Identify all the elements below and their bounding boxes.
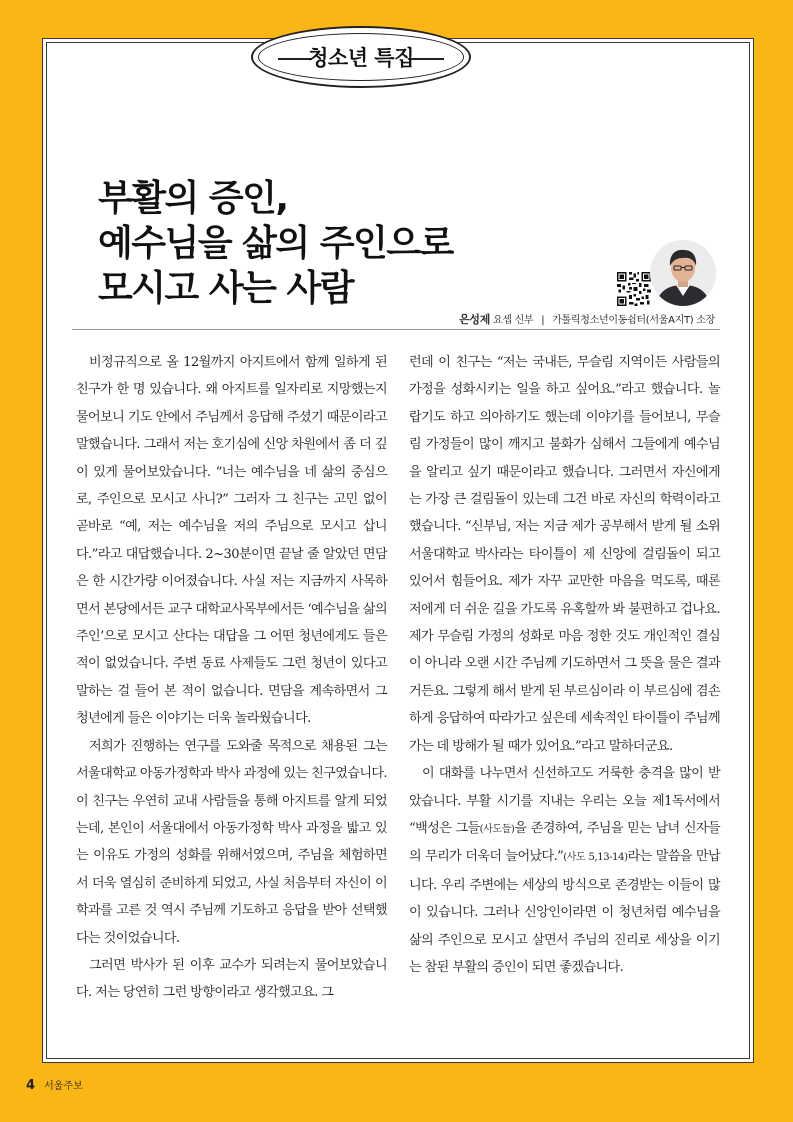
citation-apostles: (사도들) [479, 823, 515, 835]
paragraph-1: 비정규직으로 올 12월까지 아지트에서 함께 일하게 된 친구가 한 명 있습니다. 왜 아지트를 일자리로 지망했는지 물어보니 기도 안에서 주님께서 응답해 주셨기 때문이라고 말했습니다. 그래서 저는 호기심에 신앙 차원에서 좀 더 깊이 있게 물어보았습니다. “너는 예수님을 네 삶의 중심으로, 주인으로 모시고 사니?” 그러자 그 친구는 고민 없이 곧바로 “예, 저는 예수님을 저의 주님으로 모시고 삽니다.”라고 대답했습니다. 2~30분이면 끝날 줄 알았던 면담은 한 시간가량 이어졌습니다. 사실 저는 지금까지 사목하면서 본당에서든 교구 대학교사목부에서든 ‘예수님을 삶의 주인’으로 모시고 산다는 대답을 그 어떤 청년에게도 들은 적이 없었습니다. 주변 동료 사제들도 그런 청년이 있다고 말하는 걸 들어 본 적이 없습니다. 면담을 계속하면서 그 청년에게 들은 이야기는 더욱 놀라웠습니다. [76, 355, 387, 727]
title-line-3: 모시고 사는 사람 [98, 268, 353, 309]
section-tag-label: 청소년 특집 [308, 46, 414, 70]
byline-separator: | [541, 315, 545, 326]
article-column-right [409, 349, 720, 981]
paragraph-3: 그러면 박사가 된 이후 교수가 되려는지 물어보았습니다. 저는 당연히 그런 방향이라고 생각했고요. 그 [76, 957, 387, 1001]
section-tag [251, 26, 471, 88]
paragraph-4-part-a: 이 대화를 나누면서 신선하고도 거룩한 충격을 많이 받았습니다. 부활 시기를 지내는 우리는 오늘 제1독서에서 “백성은 그들 [409, 766, 720, 836]
page-number: 4 [26, 1078, 36, 1093]
paragraph-3-continued: 런데 이 친구는 “저는 국내든, 무슬림 지역이든 사람들의 가정을 성화시키는 일을 하고 싶어요.”라고 했습니다. 놀랍기도 하고 의아하기도 했는데 이야기를 들어보니, 무슬림 가정들이 많이 깨지고 불화가 심해서 그들에게 예수님을 알리고 싶기 때문이라고 했습니다. 그러면서 자신에게는 가장 큰 걸림돌이 있는데 그건 바로 자신의 학력이라고 했습니다. “신부님, 저는 지금 제가 공부해서 받게 될 소위 서울대학교 박사라는 타이틀이 제 신앙에 걸림돌이 되고 있어서 힘들어요. 제가 자꾸 교만한 마음을 먹도록, 때론 저에게 더 쉬운 길을 가도록 유혹할까 봐 불편하고 겁나요. 제가 무슬림 가정의 성화로 마음 정한 것도 개인적인 결심이 아니라 오랜 시간 주님께 기도하면서 그 뜻을 물은 결과거든요. 그렇게 해서 받게 된 부르심이라 이 부르심에 겸손하게 응답하여 따라가고 싶은데 세속적인 타이틀이 주님께 가는 데 방해가 될 때가 있어요.”라고 말하더군요. [409, 355, 720, 754]
qr-code-icon[interactable] [617, 272, 651, 306]
paragraph-4-part-c: 라는 말씀을 만납니다. 우리 주변에는 세상의 방식으로 존경받는 이들이 많이 있습니다. 그러나 신앙인이라면 이 청년처럼 예수님을 삶의 주인으로 모시고 살면서 주님의 진리로 세상을 이기는 참된 부활의 증인이 되면 좋겠습니다. [409, 849, 720, 975]
paragraph-4 [409, 760, 720, 981]
title-line-2: 예수님을 삶의 주인으로 [98, 223, 453, 264]
article-column-left [76, 349, 387, 1007]
author-photo [650, 240, 716, 306]
publication-name: 서울주보 [44, 1081, 83, 1092]
title-line-1: 부활의 증인, [98, 178, 288, 219]
byline-divider [72, 329, 720, 330]
page-footer [26, 1074, 83, 1093]
author-name: 은성제 [459, 313, 491, 326]
paragraph-2: 저희가 진행하는 연구를 도와줄 목적으로 채용된 그는 서울대학교 아동가정학과 박사 과정에 있는 친구였습니다. 이 친구는 우연히 교내 사람들을 통해 아지트를 알게 되었는데, 본인이 서울대에서 아동가정학 박사 과정을 밟고 있는 이유도 가정의 성화를 위해서였으며, 주님을 체험하면서 더욱 열심히 준비하게 되었고, 사실 처음부터 자신이 이 학과를 고른 것 역시 주님께 기도하고 응답을 받아 선택했다는 것이었습니다. [76, 738, 387, 946]
author-byline [459, 311, 715, 327]
author-role: 요셉 신부 [492, 315, 534, 326]
paragraph-4-part-b: 을 존경하여, 주님을 믿는 남녀 신자들의 무리가 더욱더 늘어났다.” [409, 820, 720, 865]
citation-acts: (사도 5,13-14) [563, 852, 628, 864]
article-title [98, 176, 538, 311]
author-affiliation: 가톨릭청소년이동쉼터(서울A지T) 소장 [552, 315, 715, 326]
